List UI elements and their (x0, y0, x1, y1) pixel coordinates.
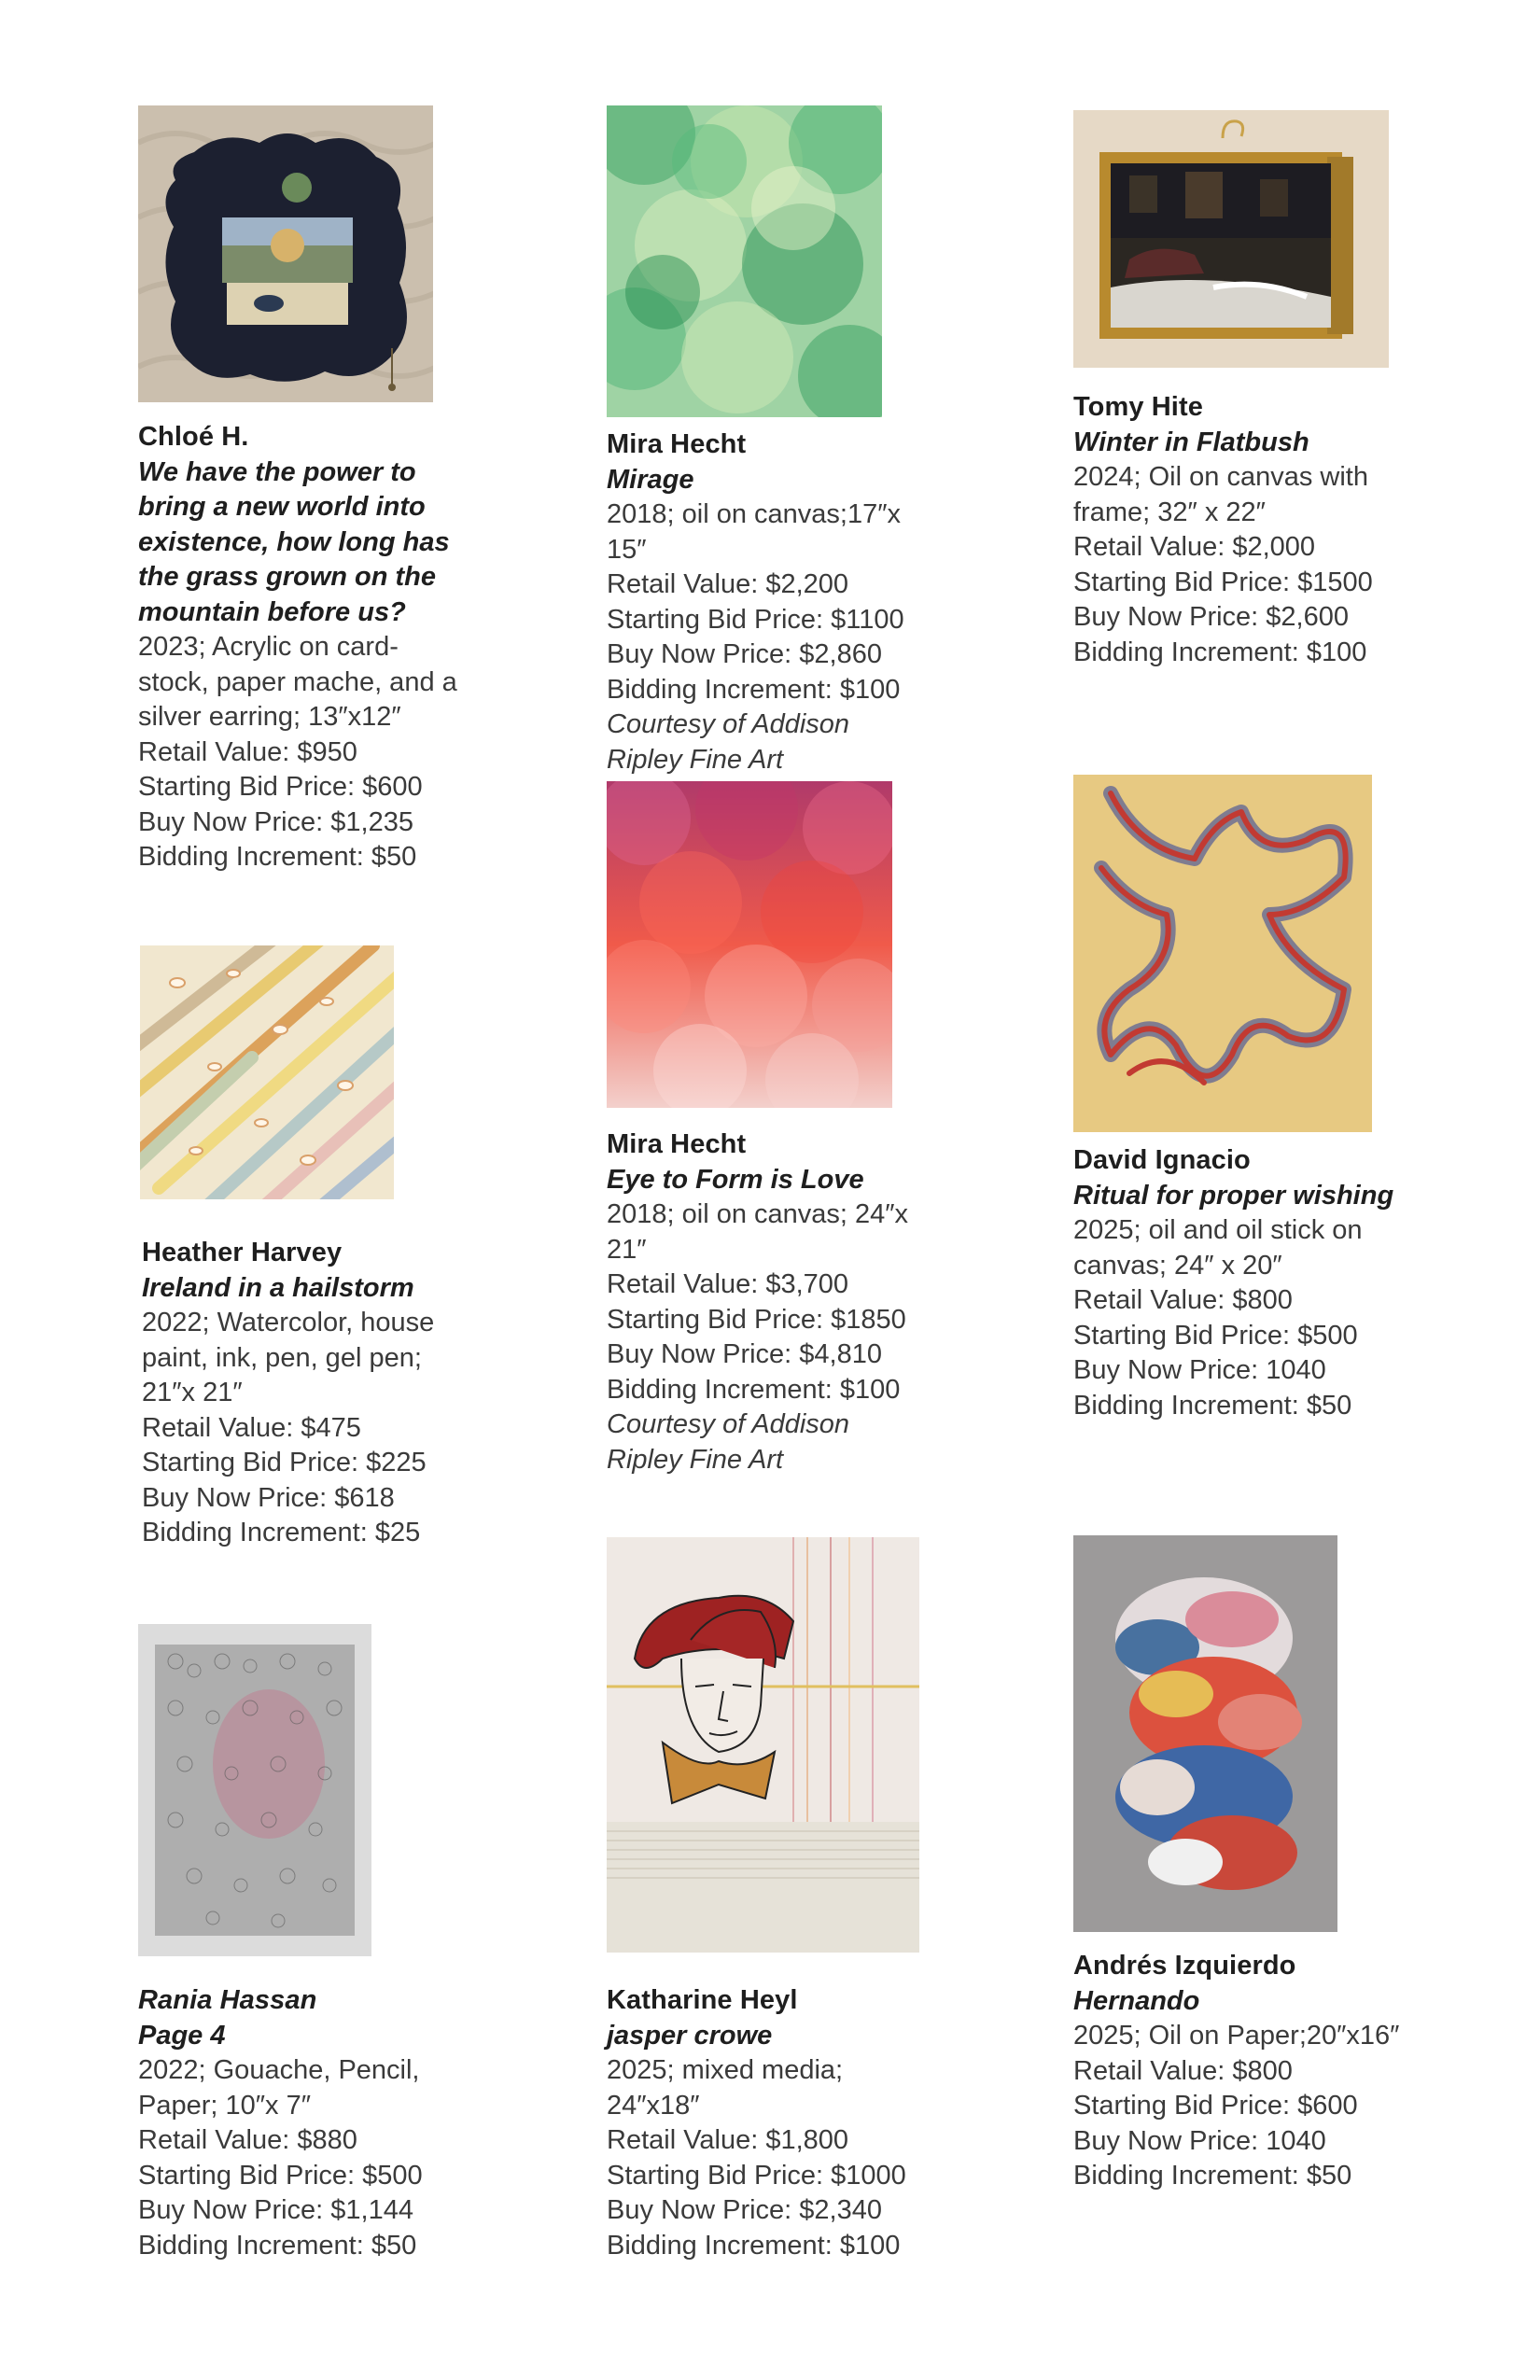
artwork-details: 2022; Watercolor, house paint, ink, pen, gel pen; 21″x 21″ (142, 1308, 435, 1407)
artwork-caption-page-4 (138, 1983, 465, 2263)
starting-bid: Starting Bid Price: $600 (138, 772, 423, 802)
artwork-image-winter-flatbush (1073, 110, 1389, 368)
artist-name: Mira Hecht (607, 1129, 747, 1159)
courtesy-line: Courtesy of Addison Ripley Fine Art (607, 709, 850, 775)
starting-bid: Starting Bid Price: $225 (142, 1448, 427, 1477)
artwork-image-eye-to-form (607, 781, 892, 1108)
buy-now-price: Buy Now Price: $618 (142, 1482, 395, 1513)
artist-name: Tomy Hite (1073, 392, 1203, 422)
artwork-title: Ritual for proper wishing (1073, 1180, 1394, 1211)
artwork-image-ireland-hailstorm (140, 945, 394, 1199)
artwork-image-hernando (1073, 1535, 1337, 1932)
bidding-increment: Bidding Increment: $100 (607, 2230, 901, 2261)
bidding-increment: Bidding Increment: $100 (607, 674, 901, 705)
artist-name: Andrés Izquierdo (1073, 1951, 1296, 1981)
buy-now-price: Buy Now Price: 1040 (1073, 1355, 1326, 1385)
artist-name: Rania Hassan (138, 1985, 317, 2015)
artwork-title: jasper crowe (607, 2020, 773, 2051)
artwork-caption-eye-to-form (607, 1127, 933, 1477)
retail-value: Retail Value: $800 (1073, 1285, 1293, 1315)
bidding-increment: Bidding Increment: $50 (138, 2230, 417, 2261)
retail-value: Retail Value: $2,200 (607, 569, 849, 599)
artwork-image-jasper-crowe (607, 1537, 919, 1953)
bidding-increment: Bidding Increment: $50 (1073, 2161, 1352, 2191)
bidding-increment: Bidding Increment: $100 (1073, 637, 1367, 667)
artwork-title: Winter in Flatbush (1073, 427, 1309, 457)
buy-now-price: Buy Now Price: $2,340 (607, 2195, 882, 2225)
artwork-details: 2018; oil on canvas; 24″x 21″ (607, 1199, 909, 1265)
buy-now-price: Buy Now Price: $1,235 (138, 806, 413, 837)
starting-bid: Starting Bid Price: $600 (1073, 2091, 1358, 2121)
artwork-title: We have the power to bring a new world into existence, how long has the grass grown on the mountain before us? (138, 456, 450, 627)
artwork-title: Eye to Form is Love (607, 1164, 864, 1195)
artwork-details: 2022; Gouache, Pencil, Paper; 10″x 7″ (138, 2055, 420, 2121)
artwork-details: 2025; Oil on Paper;20″x16″ (1073, 2021, 1400, 2051)
artwork-image-page-4 (138, 1624, 371, 1956)
buy-now-price: Buy Now Price: $4,810 (607, 1339, 882, 1369)
artwork-details: 2025; mixed media; 24″x18″ (607, 2055, 844, 2121)
bidding-increment: Bidding Increment: $25 (142, 1518, 421, 1547)
starting-bid: Starting Bid Price: $500 (1073, 1320, 1358, 1351)
buy-now-price: Buy Now Price: $1,144 (138, 2195, 413, 2225)
retail-value: Retail Value: $1,800 (607, 2125, 849, 2155)
bidding-increment: Bidding Increment: $50 (1073, 1390, 1352, 1421)
artwork-details: 2025; oil and oil stick on canvas; 24″ x 20″ (1073, 1215, 1363, 1281)
artwork-title: Ireland in a hailstorm (142, 1272, 414, 1303)
bidding-increment: Bidding Increment: $50 (138, 842, 417, 872)
retail-value: Retail Value: $800 (1073, 2055, 1293, 2086)
artwork-image-chloe (138, 105, 433, 402)
bidding-increment: Bidding Increment: $100 (607, 1374, 901, 1405)
artwork-details: 2018; oil on canvas;17″x 15″ (607, 499, 901, 565)
buy-now-price: Buy Now Price: $2,600 (1073, 602, 1349, 632)
artist-name: David Ignacio (1073, 1145, 1251, 1175)
artwork-title: Page 4 (138, 2020, 226, 2051)
artwork-details: 2023; Acrylic on card-stock, paper mache, and a silver earring; 13″x12″ (138, 632, 457, 732)
artwork-caption-hernando (1073, 1949, 1419, 2194)
starting-bid: Starting Bid Price: $500 (138, 2160, 423, 2191)
artwork-caption-mirage (607, 427, 943, 777)
retail-value: Retail Value: $2,000 (1073, 532, 1316, 562)
artist-name: Heather Harvey (142, 1238, 343, 1267)
artwork-image-mirage (607, 105, 882, 417)
artwork-title: Mirage (607, 464, 694, 495)
artwork-caption-ireland-hailstorm (142, 1236, 469, 1551)
starting-bid: Starting Bid Price: $1000 (607, 2160, 906, 2191)
artist-name: Mira Hecht (607, 429, 747, 459)
courtesy-line: Courtesy of Addison Ripley Fine Art (607, 1409, 850, 1475)
artwork-details: 2024; Oil on canvas with frame; 32″ x 22″ (1073, 462, 1368, 527)
starting-bid: Starting Bid Price: $1500 (1073, 567, 1373, 597)
artwork-image-ritual-wishing (1073, 775, 1372, 1132)
artwork-caption-ritual-wishing (1073, 1143, 1419, 1423)
buy-now-price: Buy Now Price: $2,860 (607, 639, 882, 669)
artist-name: Chloé H. (138, 422, 249, 452)
artwork-caption-winter-flatbush (1073, 390, 1419, 670)
starting-bid: Starting Bid Price: $1850 (607, 1304, 906, 1335)
artwork-title: Hernando (1073, 1985, 1200, 2016)
buy-now-price: Buy Now Price: 1040 (1073, 2125, 1326, 2156)
retail-value: Retail Value: $950 (138, 736, 357, 767)
artwork-caption-jasper-crowe (607, 1983, 933, 2263)
retail-value: Retail Value: $475 (142, 1412, 361, 1443)
starting-bid: Starting Bid Price: $1100 (607, 604, 904, 635)
retail-value: Retail Value: $880 (138, 2125, 357, 2155)
artwork-caption-chloe (138, 420, 465, 875)
retail-value: Retail Value: $3,700 (607, 1269, 849, 1299)
artist-name: Katharine Heyl (607, 1985, 798, 2015)
